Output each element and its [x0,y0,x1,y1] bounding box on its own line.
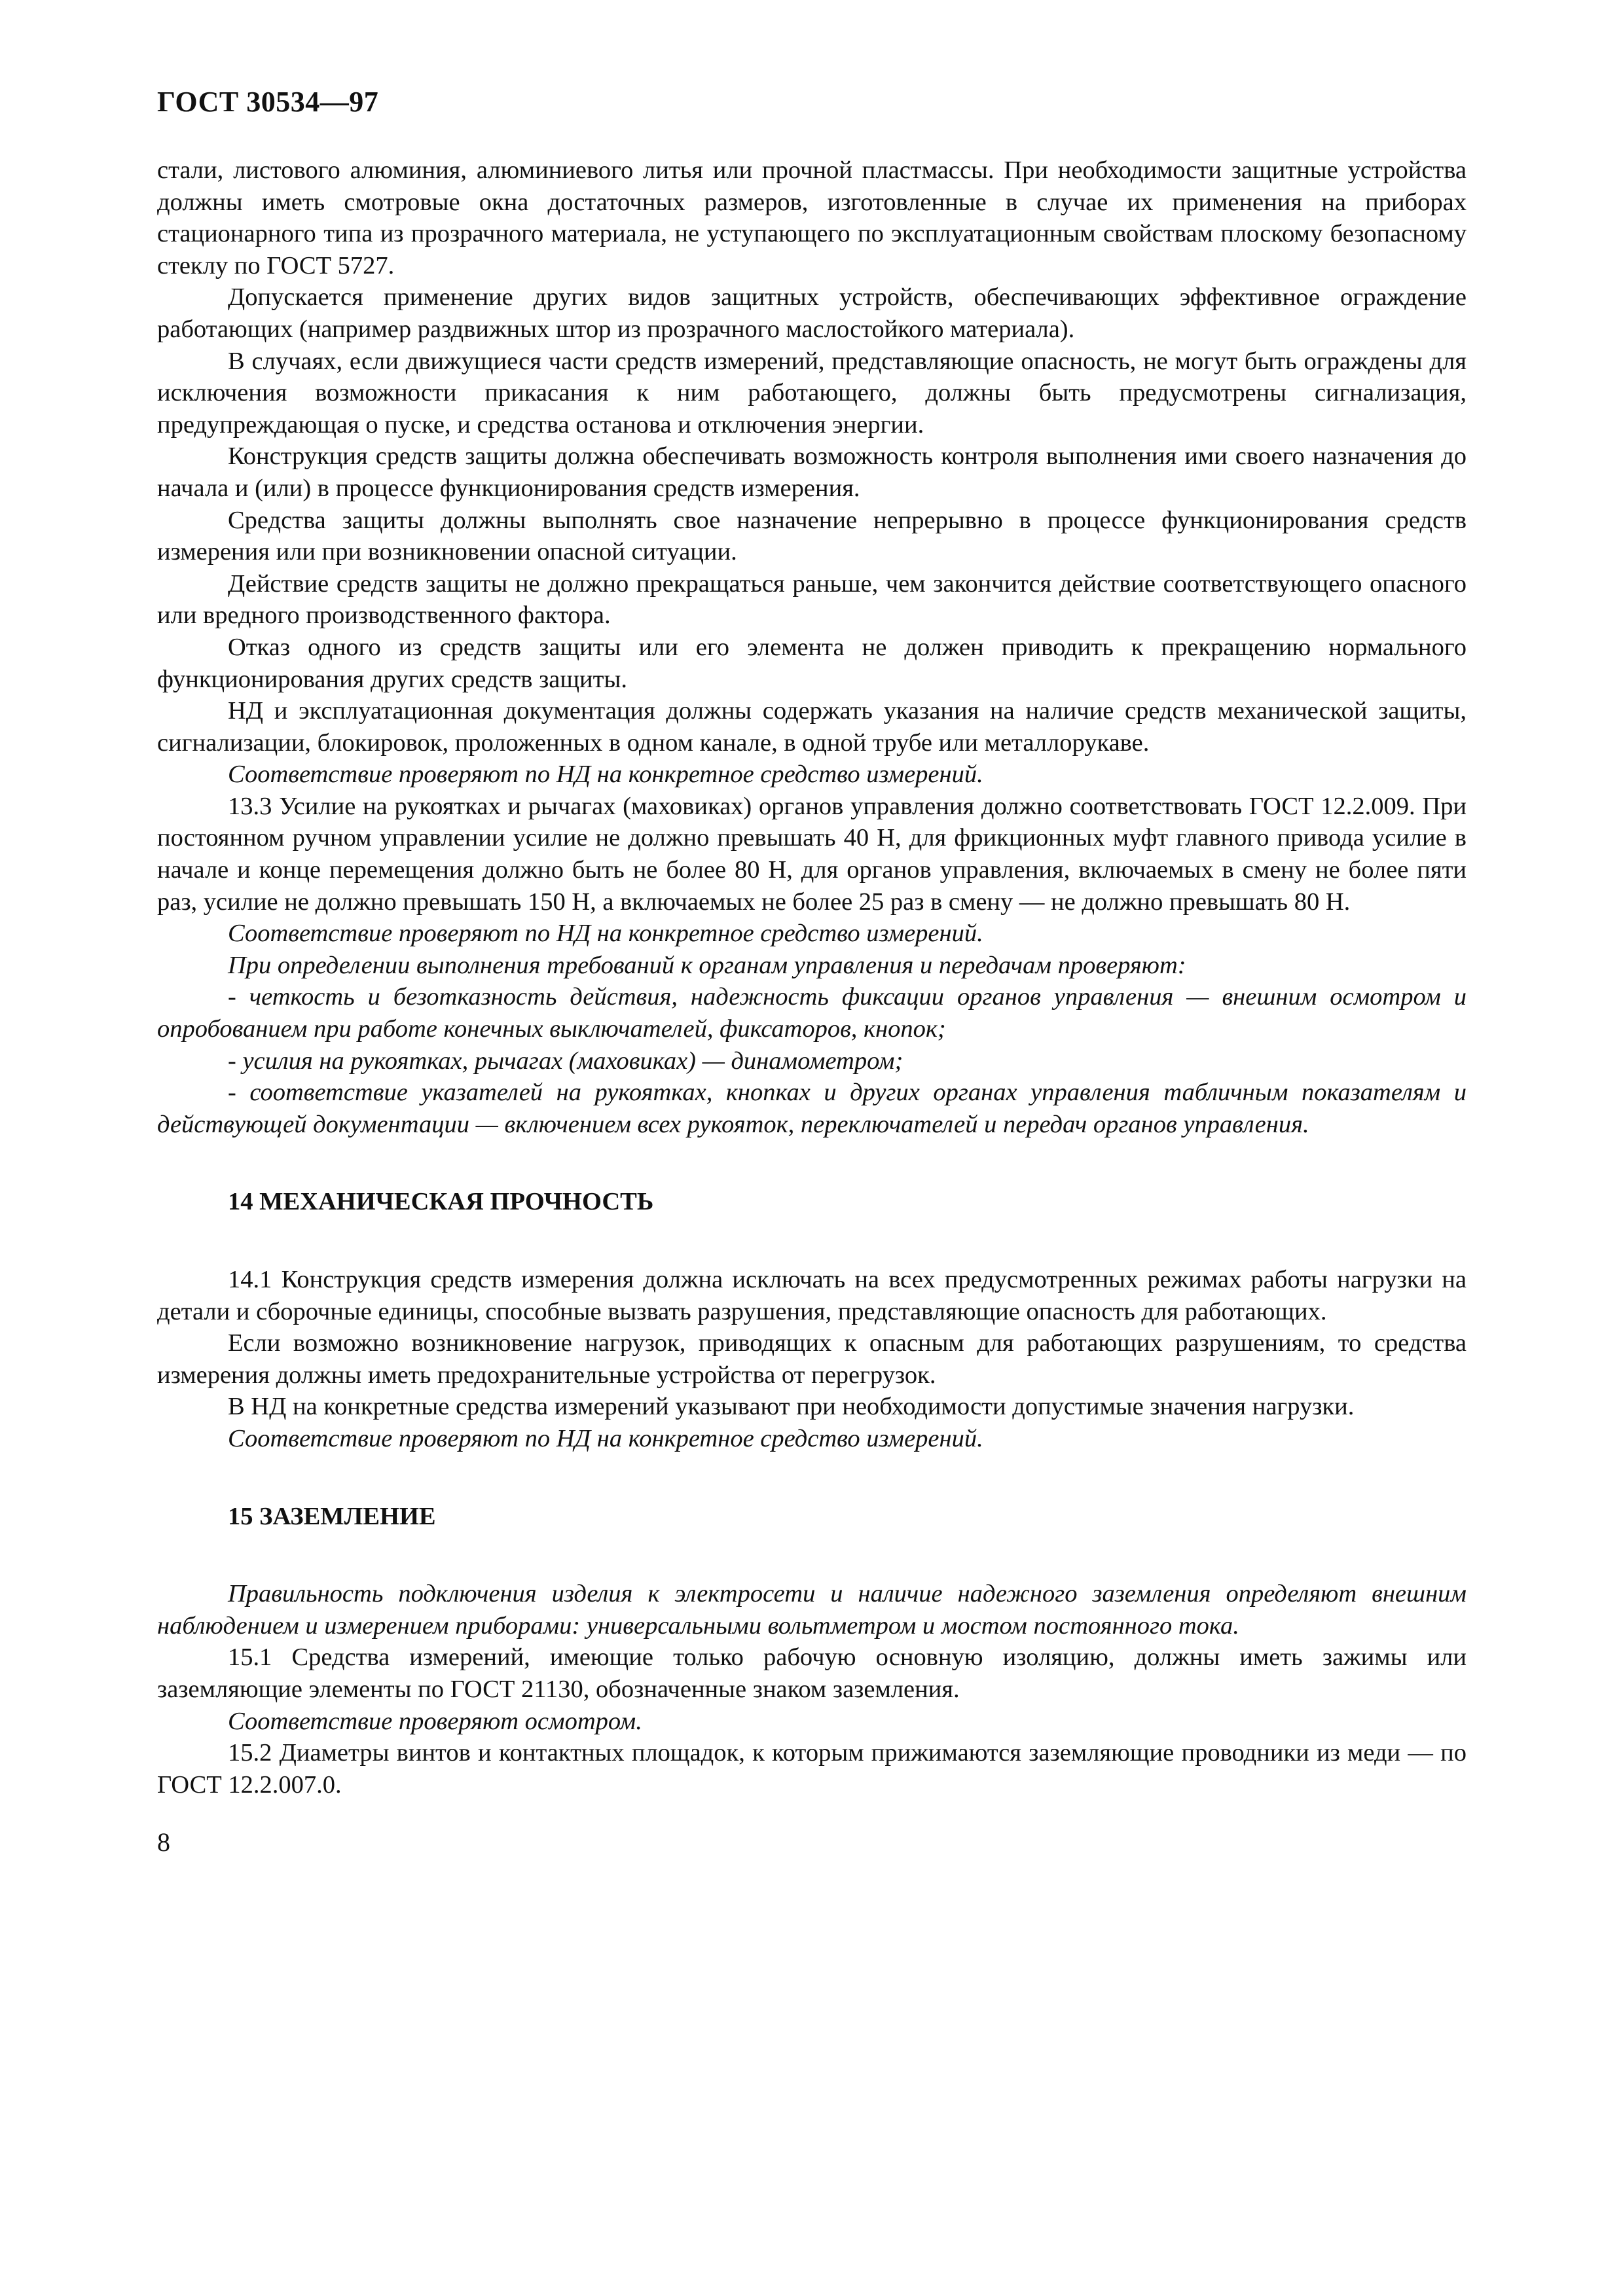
paragraph: НД и эксплуатационная документация должны содержать указания на наличие средств механической защиты, сигнализации, блокировок, проложенных в одном канале, в одной трубе или металлорукаве. [157,697,1467,757]
document-header: ГОСТ 30534—97 [157,86,379,118]
paragraph: При определении выполнения требований к органам управления и передачам проверяют: [228,951,1186,979]
paragraph: Отказ одного из средств защиты или его элемента не должен приводить к прекращению нормального функционирования других средств защиты. [157,633,1467,693]
clause-15-1: 15.1 Средства измерений, имеющие только рабочую основную изоляцию, должны иметь зажимы или заземляющие элементы по ГОСТ 21130, обозначенные знаком заземления. [157,1643,1467,1703]
compliance-note: Соответствие проверяют по НД на конкретное средство измерений. [228,1424,983,1452]
section-15-title: 15 ЗАЗЕМЛЕНИЕ [228,1502,436,1530]
paragraph: В случаях, если движущиеся части средств измерений, представляющие опасность, не могут быть ограждены для исключения возможности прикасания к ним работающего, должны быть предусмотрены сигнализация, предупреждающая о пуске, и средства останова и отключения энергии. [157,347,1467,439]
clause-13-3: 13.3 Усилие на рукоятках и рычагах (маховиках) органов управления должно соответствовать ГОСТ 12.2.009. При постоянном ручном управлении усилие не должно превышать 40 Н, для фрикционных муфт главного привода усилие в начале и конце перемещения должно быть не более 80 Н, для органов управления, включаемых в смену не более пяти раз, усилие не должно превышать 150 Н, а включаемых не более 25 раз в смену — не должно превышать 80 Н. [157,792,1467,916]
section-14-title: 14 МЕХАНИЧЕСКАЯ ПРОЧНОСТЬ [228,1188,654,1216]
paragraph: Правильность подключения изделия к электросети и наличие надежного заземления определяют внешним наблюдением и измерением приборами: универсальными вольтметром и мостом постоянного тока. [157,1580,1467,1640]
list-item: - усилия на рукоятках, рычагах (маховиках) — динамометром; [228,1047,903,1075]
clause-14-1: 14.1 Конструкция средств измерения должна исключать на всех предусмотренных режимах работы нагрузки на детали и сборочные единицы, способные вызвать разрушения, представляющие опасность для работающих. [157,1266,1467,1325]
compliance-note: Соответствие проверяют по НД на конкретное средство измерений. [228,920,983,948]
paragraph: Допускается применение других видов защитных устройств, обеспечивающих эффективное ограждение работающих (например раздвижных штор из прозрачного маслостойкого материала). [157,283,1467,343]
clause-15-2: 15.2 Диаметры винтов и контактных площадок, к которым прижимаются заземляющие проводники из меди — по ГОСТ 12.2.007.0. [157,1739,1467,1799]
page-number: 8 [157,1827,170,1857]
list-item: - четкость и безотказность действия, надежность фиксации органов управления — внешним осмотром и опробованием при работе конечных выключателей, фиксаторов, кнопок; [157,983,1467,1043]
paragraph: стали, листового алюминия, алюминиевого литья или прочной пластмассы. При необходимости защитные устройства должны иметь смотровые окна достаточных размеров, изготовленные в случае их применения на приборах стационарного типа из прозрачного материала, не уступающего по эксплуатационным свойствам плоскому безопасному стеклу по ГОСТ 5727. [157,156,1467,279]
list-item: - соответствие указателей на рукоятках, кнопках и других органах управления табличным показателям и действующей документации — включением всех рукояток, переключателей и передач органов управления. [157,1079,1467,1138]
compliance-note: Соответствие проверяют по НД на конкретное средство измерений. [228,761,983,789]
compliance-note: Соответствие проверяют осмотром. [228,1707,642,1735]
paragraph: Если возможно возникновение нагрузок, приводящих к опасным для работающих разрушениям, то средства измерения должны иметь предохранительные устройства от перегрузок. [157,1329,1467,1389]
paragraph: В НД на конкретные средства измерений указывают при необходимости допустимые значения нагрузки. [228,1393,1355,1421]
document-page [157,85,1467,1857]
paragraph: Средства защиты должны выполнять свое назначение непрерывно в процессе функционирования средств измерения или при возникновении опасной ситуации. [157,506,1467,566]
paragraph: Действие средств защиты не должно прекращаться раньше, чем закончится действие соответствующего опасного или вредного производственного фактора. [157,569,1467,630]
paragraph: Конструкция средств защиты должна обеспечивать возможность контроля выполнения ими своего назначения до начала и (или) в процессе функционирования средств измерения. [157,442,1467,502]
